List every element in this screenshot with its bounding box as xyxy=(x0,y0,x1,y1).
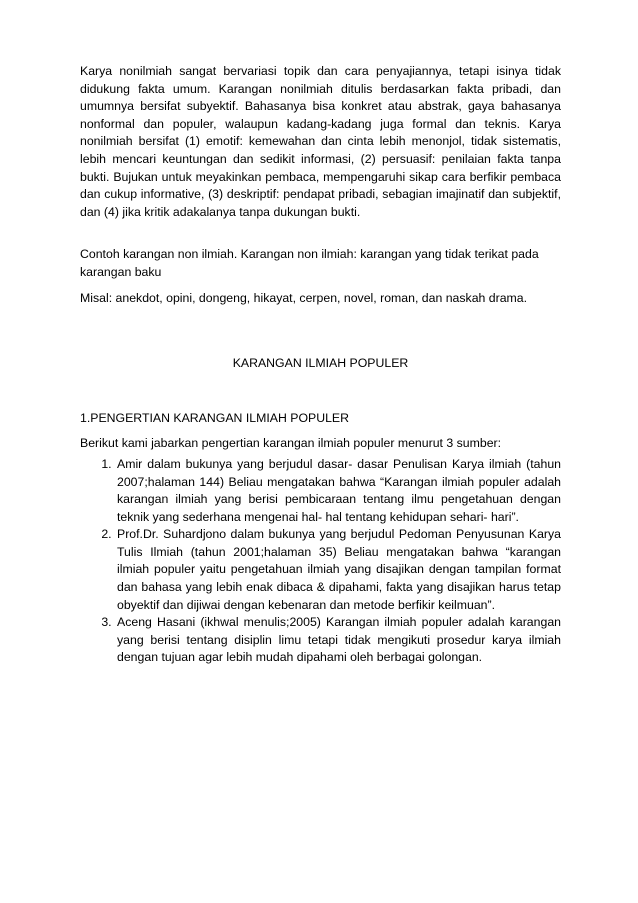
section-intro: Berikut kami jabarkan pengertian karangan ilmiah populer menurut 3 sumber: xyxy=(80,436,502,451)
source-item-3: 3. Aceng Hasani (ikhwal menulis;2005) Karangan ilmiah populer adalah karangan yang berisi tentang disiplin limu tetapi tidak mengikuti prosedur karya ilmiah dengan tujuan agar lebih mudah dipahami oleh berbagai golongan. xyxy=(115,614,561,667)
paragraph-misal: Misal: anekdot, opini, dongeng, hikayat, cerpen, novel, roman, dan naskah drama. xyxy=(80,290,528,305)
section-heading: KARANGAN ILMIAH POPULER xyxy=(232,356,409,371)
paragraph-contoh-karangan: Contoh karangan non ilmiah. Karangan non ilmiah: karangan yang tidak terikat pada karangan baku xyxy=(80,247,539,279)
section-title: 1.PENGERTIAN KARANGAN ILMIAH POPULER xyxy=(80,410,350,425)
document-page xyxy=(80,63,561,667)
source-item-1: 1. Amir dalam bukunya yang berjudul dasar- dasar Penulisan Karya ilmiah (tahun 2007;halaman 144) Beliau mengatakan bahwa “Karangan ilmiah populer adalah karangan ilmiah yang berisi pembicaraan tentang ilmu pengetahuan dengan teknik yang sederhana mengenai hal- hal tentang kehidupan sehari- hari”. xyxy=(115,456,561,526)
sources-list xyxy=(80,456,561,667)
paragraph-karya-nonilmiah: Karya nonilmiah sangat bervariasi topik dan cara penyajiannya, tetapi isinya tidak didukung fakta umum. Karangan nonilmiah ditulis berdasarkan fakta pribadi, dan umumnya bersifat subyektif. Bahasanya bisa konkret atau abstrak, gaya bahasanya nonformal dan populer, walaupun kadang-kadang juga formal dan teknis. Karya nonilmiah bersifat (1) emotif: kemewahan dan cinta lebih menonjol, tidak sistematis, lebih mencari keuntungan dan sedikit informasi, (2) persuasif: penilaian fakta tanpa bukti. Bujukan untuk meyakinkan pembaca, mempengaruhi sikap cara berfikir pembaca dan cukup informative, (3) deskriptif: pendapat pribadi, sebagian imajinatif dan subjektif, dan (4) jika kritik adakalanya tanpa dukungan bukti. xyxy=(80,64,561,219)
source-item-2: 2. Prof.Dr. Suhardjono dalam bukunya yang berjudul Pedoman Penyusunan Karya Tulis Ilmiah (tahun 2001;halaman 35) Beliau mengatakan bahwa “karangan ilmiah populer yaitu pengetahuan ilmiah yang disajikan dengan tampilan format dan bahasa yang lebih enak dibaca & dipahami, fakta yang disajikan harus tetap obyektif dan dijiwai dengan kebenaran dan metode berfikir keilmuan”. xyxy=(115,526,561,614)
